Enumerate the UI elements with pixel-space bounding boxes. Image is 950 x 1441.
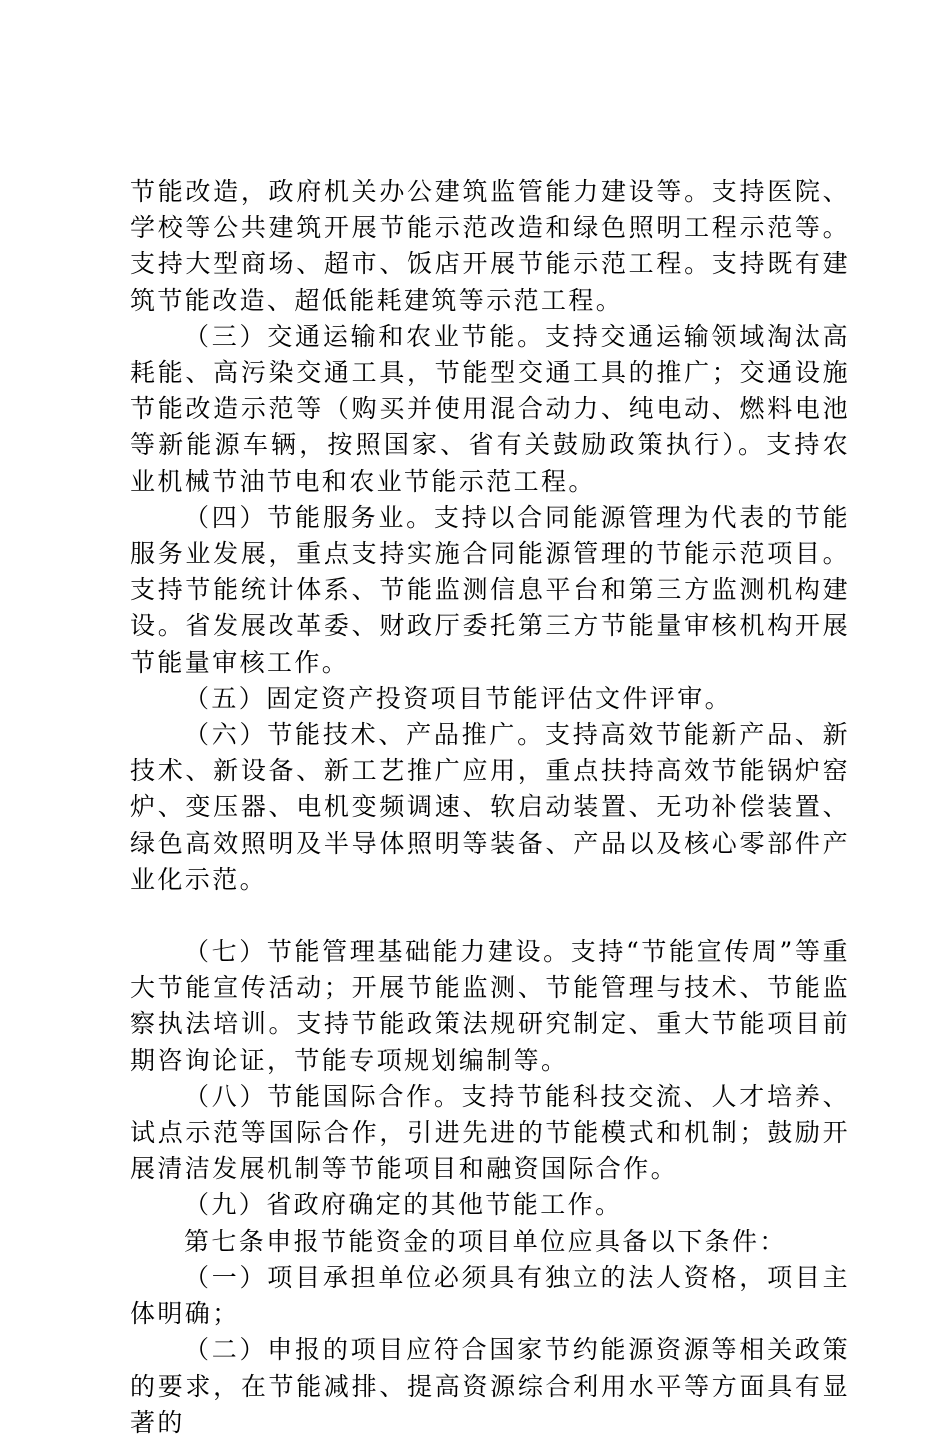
paragraph-transport-agriculture: （三）交通运输和农业节能。支持交通运输领域淘汰高耗能、高污染交通工具，节能型交通工具的推广；交通设施节能改造示范等（购买并使用混合动力、纯电动、燃料电池等新能源车辆，按照国家、省有关鼓励政策执行）。支持农业机械节油节电和农业节能示范工程。 [130, 321, 850, 496]
paragraph-other-work: （九）省政府确定的其他节能工作。 [184, 1190, 623, 1220]
paragraph-technology-promotion: （六）节能技术、产品推广。支持高效节能新产品、新技术、新设备、新工艺推广应用，重点扶持高效节能锅炉窑炉、变压器、电机变频调速、软启动装置、无功补偿装置、绿色高效照明及半导体照明等装备、产品以及核心零部件产业化示范。 [130, 720, 850, 894]
paragraph-international-cooperation: （八）节能国际合作。支持节能科技交流、人才培养、试点示范等国际合作，引进先进的节能模式和机制；鼓励开展清洁发展机制等节能项目和融资国际合作。 [130, 1081, 850, 1184]
paragraph-management-capacity: （七）节能管理基础能力建设。支持“节能宣传周”等重大节能宣传活动；开展节能监测、节能管理与技术、节能监察执法培训。支持节能政策法规研究制定、重大节能项目前期咨询论证，节能专项规划编制等。 [130, 937, 850, 1075]
paragraph-fixed-asset-review: （五）固定资产投资项目节能评估文件评审。 [184, 683, 733, 713]
paragraph-condition-two: （二）申报的项目应符合国家节约能源资源等相关政策的要求，在节能减排、提高资源综合利用水平等方面具有显著的 [130, 1335, 850, 1437]
document-body [130, 174, 850, 1441]
paragraph-building-energy-continued: 节能改造，政府机关办公建筑监管能力建设等。支持医院、学校等公共建筑开展节能示范改造和绿色照明工程示范等。支持大型商场、超市、饭店开展节能示范工程。支持既有建筑节能改造、超低能耗建筑等示范工程。 [130, 177, 850, 315]
paragraph-energy-services: （四）节能服务业。支持以合同能源管理为代表的节能服务业发展，重点支持实施合同能源管理的节能示范项目。支持节能统计体系、节能监测信息平台和第三方监测机构建设。省发展改革委、财政厅委托第三方节能量审核机构开展节能量审核工作。 [130, 502, 850, 677]
paragraph-condition-one: （一）项目承担单位必须具有独立的法人资格，项目主体明确； [130, 1262, 850, 1329]
paragraph-article-seven: 第七条申报节能资金的项目单位应具备以下条件： [184, 1226, 787, 1256]
